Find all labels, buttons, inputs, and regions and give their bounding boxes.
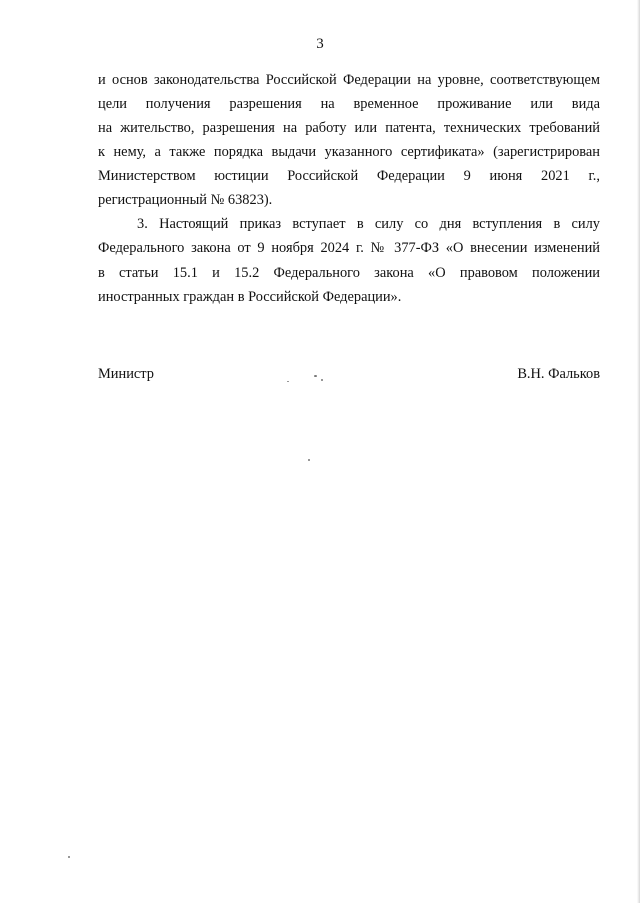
paragraph-1-line-1: и основ законодательства Российской Федерации на уровне, соответствующем — [98, 72, 600, 88]
signature-name: В.Н. Фальков — [517, 366, 600, 382]
scan-speck — [287, 381, 289, 382]
paragraph-2-line-2: Федерального закона от 9 ноября 2024 г. № 377-ФЗ «О внесении изменений — [98, 240, 600, 256]
scan-speck — [68, 856, 70, 858]
page-number: 3 — [316, 36, 324, 52]
paragraph-1-line-5: Министерством юстиции Российской Федерации 9 июня 2021 г., — [98, 168, 600, 184]
paragraph-1-line-3: на жительство, разрешения на работу или патента, технических требований — [98, 120, 600, 136]
signature-block — [98, 365, 600, 385]
paragraph-1-line-6: регистрационный № 63823). — [98, 192, 273, 208]
paragraph-2-line-1: 3. Настоящий приказ вступает в силу со дня вступления в силу — [137, 216, 600, 232]
scan-speck — [321, 379, 323, 381]
paragraph-2-line-4: иностранных граждан в Российской Федерации». — [98, 289, 402, 305]
paragraph-1-line-2: цели получения разрешения на временное проживание или вида — [98, 96, 600, 112]
paragraph-1-line-4: к нему, а также порядка выдачи указанного сертификата» (зарегистрирован — [98, 144, 600, 160]
scan-speck — [308, 459, 310, 461]
paragraph-2-line-3: в статьи 15.1 и 15.2 Федерального закона «О правовом положении — [98, 265, 600, 281]
signature-title: Министр — [98, 366, 154, 382]
scan-speck — [314, 375, 317, 377]
